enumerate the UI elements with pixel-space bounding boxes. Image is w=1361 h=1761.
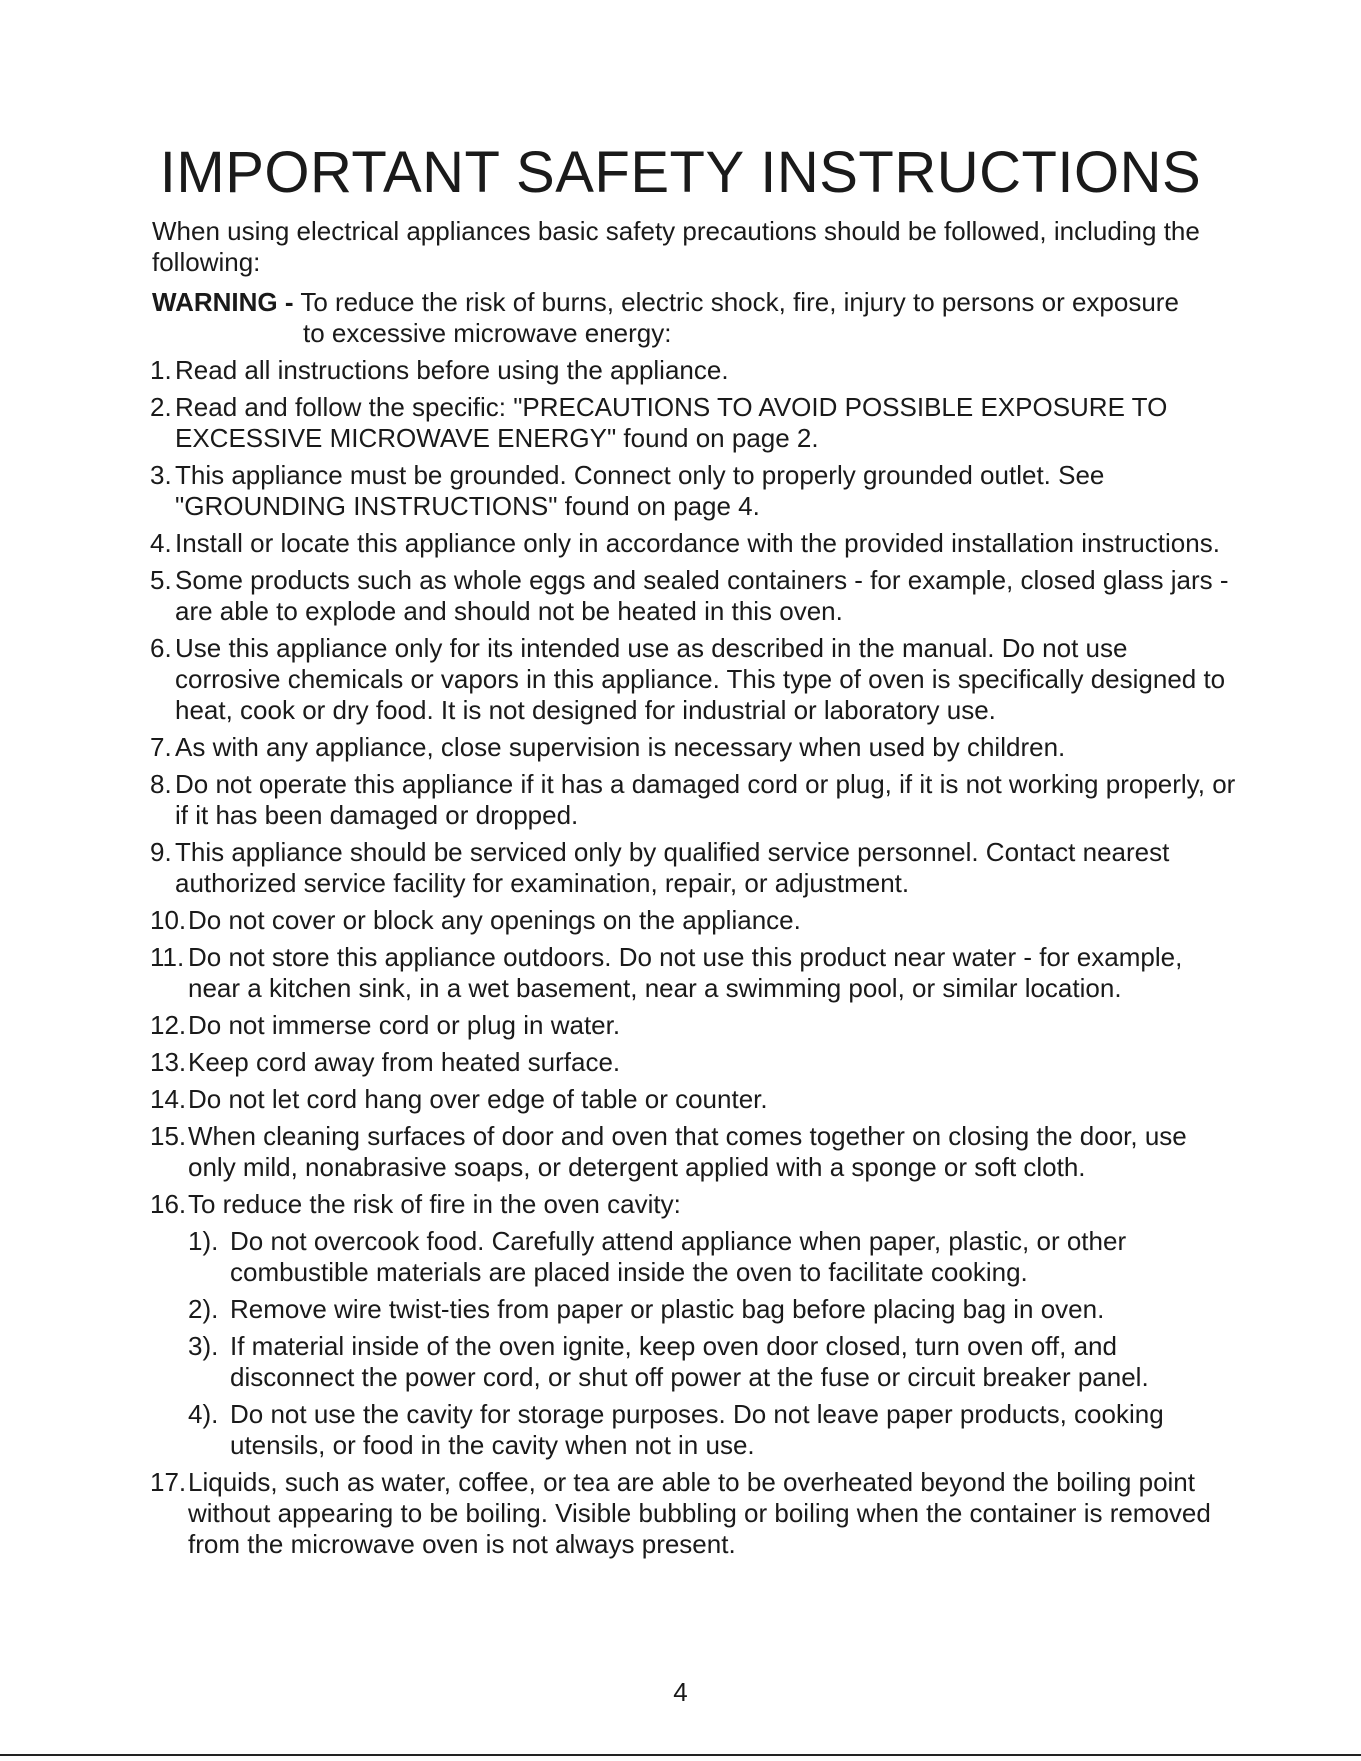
item-text: Do not immerse cord or plug in water. [188,1010,621,1040]
list-item [150,460,1240,522]
item-text: Some products such as whole eggs and sealed containers - for example, closed glass jars - are able to explode and should not be heated in this oven. [175,565,1229,626]
item-text: Install or locate this appliance only in accordance with the provided installation instructions. [175,528,1220,558]
item-number: 14. [150,1084,187,1114]
item-number: 1. [150,355,172,385]
list-item [150,528,1240,559]
list-item [150,837,1240,899]
sub-item-number: 2). [188,1294,219,1324]
list-item [150,1047,1240,1078]
item-number: 8. [150,769,172,799]
item-text: Read and follow the specific: "PRECAUTIONS TO AVOID POSSIBLE EXPOSURE TO EXCESSIVE MICROWAVE ENERGY" found on page 2. [175,392,1168,453]
item-number: 17. [150,1467,187,1497]
sub-list-item [188,1399,1240,1461]
item-number: 11. [150,942,185,972]
list-item [150,355,1240,386]
item-text: Keep cord away from heated surface. [188,1047,621,1077]
item-text: This appliance must be grounded. Connect only to properly grounded outlet. See "GROUNDING INSTRUCTIONS" found on page 4. [175,460,1105,521]
sub-item-number: 4). [188,1399,219,1429]
instructions-list [150,355,1240,1566]
sub-item-number: 3). [188,1331,219,1361]
item-text: Do not store this appliance outdoors. Do not use this product near water - for example, near a kitchen sink, in a wet basement, near a swimming pool, or similar location. [188,942,1183,1003]
item-text: As with any appliance, close supervision is necessary when used by children. [175,732,1066,762]
item-text: Do not cover or block any openings on the appliance. [188,905,801,935]
item-number: 15. [150,1121,187,1151]
item-text: To reduce the risk of fire in the oven cavity: [188,1189,681,1219]
item-text: Do not operate this appliance if it has a damaged cord or plug, if it is not working properly, or if it has been damaged or dropped. [175,769,1236,830]
sub-item-text: Do not overcook food. Carefully attend appliance when paper, plastic, or other combustible materials are placed inside the oven to facilitate cooking. [230,1226,1127,1287]
item-number: 4. [150,528,172,558]
list-item [150,392,1240,454]
list-item [150,633,1240,726]
warning-text-line2: to excessive microwave energy: [303,318,672,348]
list-item [150,1467,1240,1560]
item-number: 3. [150,460,172,490]
item-text: Liquids, such as water, coffee, or tea are able to be overheated beyond the boiling point without appearing to be boiling. Visible bubbling or boiling when the container is removed from the microwave oven is not always present. [188,1467,1211,1559]
item-text: This appliance should be serviced only by qualified service personnel. Contact nearest authorized service facility for examination, repair, or adjustment. [175,837,1170,898]
list-item [150,769,1240,831]
item-number: 12. [150,1010,187,1040]
list-item [150,1189,1240,1461]
item-number: 16. [150,1189,187,1219]
page-bottom-divider [0,1754,1361,1756]
sub-item-text: Do not use the cavity for storage purposes. Do not leave paper products, cooking utensils, or food in the cavity when not in use. [230,1399,1164,1460]
list-item [150,1084,1240,1115]
intro-paragraph: When using electrical appliances basic safety precautions should be followed, including the following: [152,216,1200,277]
list-item [150,942,1240,1004]
item-number: 13. [150,1047,187,1077]
page-number: 4 [673,1677,688,1707]
sub-item-text: Remove wire twist-ties from paper or plastic bag before placing bag in oven. [230,1294,1105,1324]
warning-text-line1: To reduce the risk of burns, electric shock, fire, injury to persons or exposure [300,287,1179,317]
sub-item-number: 1). [188,1226,219,1256]
item-number: 9. [150,837,172,867]
item-text: When cleaning surfaces of door and oven that comes together on closing the door, use only mild, nonabrasive soaps, or detergent applied with a sponge or soft cloth. [188,1121,1187,1182]
list-item [150,1010,1240,1041]
warning-block [152,287,1232,349]
item-text: Read all instructions before using the appliance. [175,355,729,385]
page-title: IMPORTANT SAFETY INSTRUCTIONS [159,140,1202,205]
item-text: Use this appliance only for its intended use as described in the manual. Do not use corrosive chemicals or vapors in this appliance. This type of oven is specifically designed to heat, cook or dry food. It is not designed for industrial or laboratory use. [175,633,1226,725]
item-number: 7. [150,732,172,762]
sub-list-item [188,1331,1240,1393]
sub-list-item [188,1226,1240,1288]
list-item [150,905,1240,936]
list-item [150,565,1240,627]
list-item [150,732,1240,763]
warning-label: WARNING - [152,287,294,317]
list-item [150,1121,1240,1183]
item-number: 10. [150,905,187,935]
item-number: 2. [150,392,172,422]
sub-item-text: If material inside of the oven ignite, keep oven door closed, turn oven off, and disconnect the power cord, or shut off power at the fuse or circuit breaker panel. [230,1331,1149,1392]
item-number: 5. [150,565,172,595]
sub-list-item [188,1294,1240,1325]
item-number: 6. [150,633,172,663]
item-text: Do not let cord hang over edge of table or counter. [188,1084,768,1114]
